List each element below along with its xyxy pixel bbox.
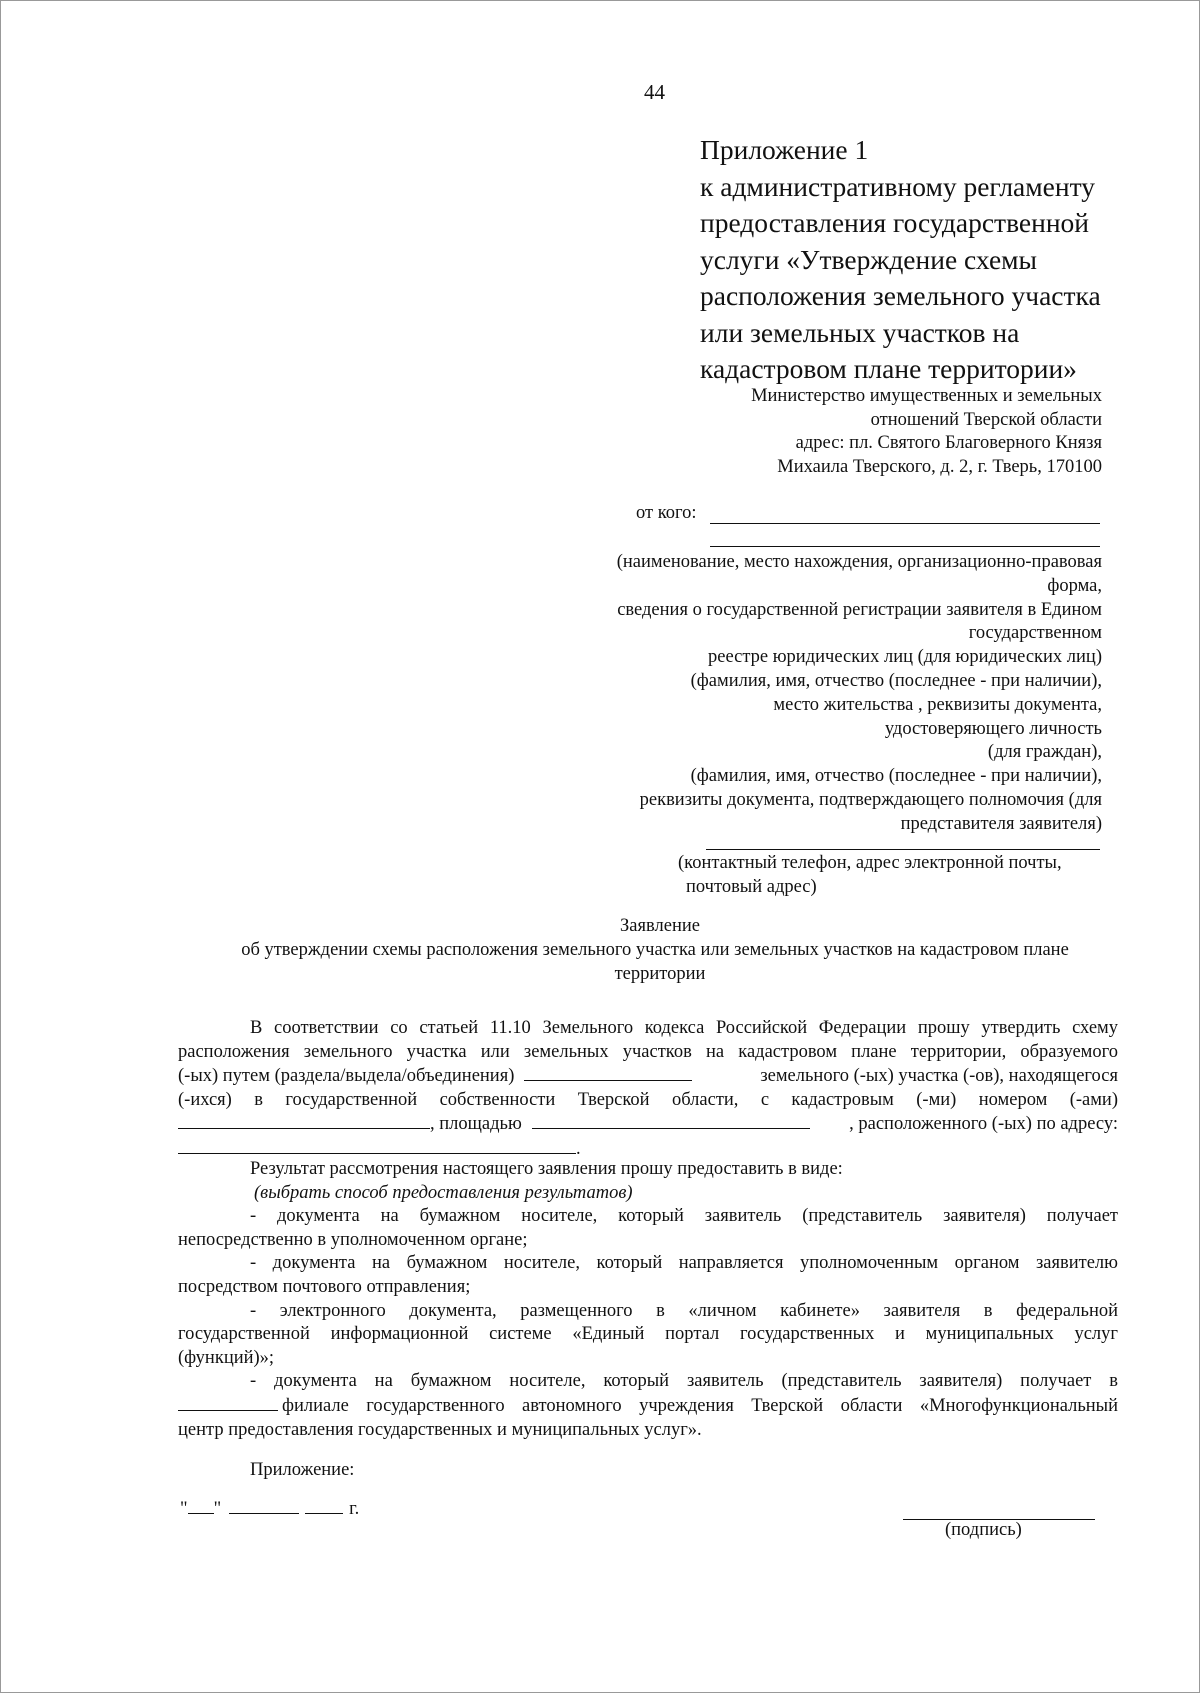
caption-line: реестре юридических лиц (для юридических лиц) xyxy=(707,647,1102,668)
caption-line: удостоверяющего личность xyxy=(884,718,1102,739)
option-line-with-blank xyxy=(178,1394,1118,1419)
recipient-line: отношений Тверской области xyxy=(870,409,1102,430)
annex-line: к административному регламенту xyxy=(700,170,1095,202)
option-line: - документа на бумажном носителе, который заявитель (представитель заявителя) получает в xyxy=(250,1371,1118,1392)
address-blank[interactable] xyxy=(178,1137,576,1154)
body-text: . xyxy=(576,1138,581,1159)
from-field-line-1[interactable] xyxy=(710,523,1100,524)
document-title: Заявление xyxy=(620,916,700,936)
contact-caption-line: (контактный телефон, адрес электронной почты, xyxy=(678,853,1062,873)
from-field-line-2[interactable] xyxy=(710,546,1100,547)
caption-line: реквизиты документа, подтверждающего полномочия (для xyxy=(639,789,1102,810)
body-line: В соответствии со статьей 11.10 Земельного кодекса Российской Федерации прошу утвердить схему xyxy=(250,1018,1118,1038)
date-month-blank[interactable] xyxy=(229,1497,299,1514)
date-year-blank[interactable] xyxy=(305,1497,343,1514)
caption-line: сведения о государственной регистрации заявителя в Едином xyxy=(617,599,1102,620)
recipient-block xyxy=(751,385,1102,479)
option-line: государственной информационной системе «Единый портал государственных и муниципальных услуг xyxy=(178,1324,1118,1345)
mfc-branch-blank[interactable] xyxy=(178,1394,278,1411)
caption-line: представителя заявителя) xyxy=(900,813,1102,834)
page-number: 44 xyxy=(644,80,665,104)
date-quote-open: " xyxy=(180,1499,188,1519)
result-intro: Результат рассмотрения настоящего заявления прошу предоставить в виде: xyxy=(250,1159,843,1179)
contact-caption-line: почтовый адрес) xyxy=(686,877,817,897)
document-subtitle: об утверждении схемы расположения земельного участка или земельных участков на кадастровом плане xyxy=(241,940,1069,960)
caption-line: форма, xyxy=(1047,575,1102,596)
request-paragraph xyxy=(178,1017,1118,1162)
body-line-with-blank xyxy=(178,1112,1118,1137)
annex-line: предоставления государственной xyxy=(700,207,1090,238)
contact-field-line[interactable] xyxy=(706,849,1100,850)
option-line: - документа на бумажном носителе, который заявитель (представитель заявителя) получает xyxy=(250,1206,1118,1227)
annex-header xyxy=(700,132,1101,388)
from-label: от кого: xyxy=(636,503,697,523)
result-options xyxy=(178,1158,1118,1442)
option-text: филиале государственного автономного учреждения Тверской области «Многофункциональный xyxy=(282,1395,1118,1416)
annex-line: кадастровом плане территории» xyxy=(700,353,1077,384)
option-line: - электронного документа, размещенного в «личном кабинете» заявителя в федеральной xyxy=(250,1300,1118,1321)
option-line: - документа на бумажном носителе, который направляется уполномоченным органом заявителю xyxy=(250,1253,1118,1274)
option-line: (функций)»; xyxy=(178,1347,275,1368)
applicant-caption xyxy=(617,551,1102,837)
body-line: расположения земельного участка или земельных участков на кадастровом плане территории, образуемого xyxy=(178,1041,1118,1062)
recipient-line: Михаила Тверского, д. 2, г. Тверь, 170100 xyxy=(777,456,1102,477)
body-text: земельного (-ых) участка (-ов), находящегося xyxy=(760,1066,1118,1087)
annex-line: услуги «Утверждение схемы xyxy=(700,243,1038,275)
caption-line: (наименование, место нахождения, организационно-правовая xyxy=(616,552,1102,572)
recipient-line: Министерство имущественных и земельных xyxy=(751,386,1102,406)
result-hint: (выбрать способ предоставления результатов) xyxy=(254,1182,633,1203)
body-line: (-ихся) в государственной собственности Тверской области, с кадастровым (-ми) номером (-ами) xyxy=(178,1089,1118,1110)
division-type-blank[interactable] xyxy=(524,1064,692,1081)
option-line: посредством почтового отправления; xyxy=(178,1276,471,1297)
date-day-blank[interactable] xyxy=(188,1497,214,1514)
recipient-line: адрес: пл. Святого Благоверного Князя xyxy=(795,433,1102,453)
body-text: , площадью xyxy=(430,1114,522,1135)
attachments-label: Приложение: xyxy=(250,1460,355,1480)
option-line: центр предоставления государственных и муниципальных услуг». xyxy=(178,1419,702,1440)
area-blank[interactable] xyxy=(532,1112,810,1129)
annex-line: или земельных участков на xyxy=(700,316,1020,348)
caption-line: место жительства , реквизиты документа, xyxy=(773,694,1102,715)
date-year-suffix: г. xyxy=(349,1499,360,1519)
body-line-with-blank xyxy=(178,1064,1118,1089)
caption-line: (фамилия, имя, отчество (последнее - при наличии), xyxy=(690,670,1102,691)
annex-line: Приложение 1 xyxy=(700,134,869,165)
cadastral-number-blank[interactable] xyxy=(178,1112,430,1129)
signature-label: (подпись) xyxy=(945,1520,1022,1540)
date-quote-close: " xyxy=(213,1499,222,1519)
annex-line: расположения земельного участка xyxy=(700,280,1101,311)
caption-line: (фамилия, имя, отчество (последнее - при наличии), xyxy=(690,766,1102,787)
document-subtitle-cont: территории xyxy=(614,964,706,984)
date-field xyxy=(180,1497,359,1520)
contact-caption xyxy=(678,851,1062,899)
caption-line: (для граждан), xyxy=(987,742,1102,763)
body-text: , расположенного (-ых) по адресу: xyxy=(849,1114,1118,1135)
option-line: непосредственно в уполномоченном органе; xyxy=(178,1229,528,1250)
body-text: (-ых) путем (раздела/выдела/объединения) xyxy=(178,1066,515,1087)
caption-line: государственном xyxy=(968,623,1102,644)
